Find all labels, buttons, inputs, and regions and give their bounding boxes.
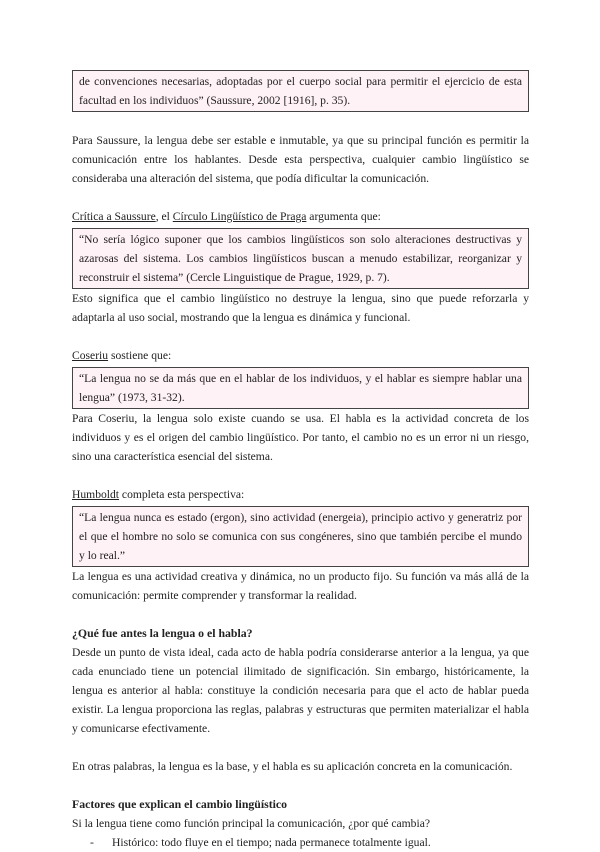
quote-praga bbox=[72, 228, 529, 289]
heading-factores: Factores que explican el cambio lingüístico bbox=[72, 797, 288, 811]
quote-humboldt bbox=[72, 506, 529, 567]
quote-saussure bbox=[72, 70, 529, 112]
paragraph-praga-intro bbox=[72, 207, 529, 226]
humboldt-intro-rest: completa esta perspectiva: bbox=[119, 488, 245, 501]
factores-list bbox=[72, 833, 529, 852]
quote-humboldt-text: “La lengua nunca es estado (ergon), sino actividad (energeia), principio activo y generatriz por el que el hombre no solo se comunica con sus congéneres, sino que también percibe el mundo y lo real.” bbox=[79, 511, 522, 562]
link-critica-saussure[interactable]: Crítica a Saussure bbox=[72, 210, 156, 223]
paragraph-coseriu: Para Coseriu, la lengua solo existe cuando se usa. El habla es la actividad concreta de los individuos y es el origen del cambio lingüístico. Por tanto, el cambio no es un error ni un riesgo, sino una característica esencial del sistema. bbox=[72, 412, 529, 463]
quote-saussure-text: de convenciones necesarias, adoptadas por el cuerpo social para permitir el ejercicio de esta facultad en los individuos” (Saussure, 2002 [1916], p. 35). bbox=[79, 75, 522, 107]
paragraph-lengua-habla: Desde un punto de vista ideal, cada acto de habla podría considerarse anterior a la lengua, ya que cada enunciado tiene un potencial ilimitado de significación. Sin embargo, históricamente, la lengua es anterior al habla: constituye la condición necesaria para que el acto de hablar pueda existir. La lengua proporciona las reglas, palabras y estructuras que permiten materializar el habla y comunicarse efectivamente. bbox=[72, 646, 529, 735]
paragraph-otras-palabras: En otras palabras, la lengua es la base, y el habla es su aplicación concreta en la comunicación. bbox=[72, 760, 513, 773]
coseriu-intro-rest: sostiene que: bbox=[108, 349, 172, 362]
link-humboldt[interactable]: Humboldt bbox=[72, 488, 120, 501]
document-page bbox=[72, 70, 529, 852]
link-circulo-praga[interactable]: Círculo Lingüístico de Praga bbox=[172, 210, 307, 223]
paragraph-humboldt-intro bbox=[72, 485, 529, 504]
dash-bullet: - bbox=[90, 836, 94, 849]
paragraph-humboldt: La lengua es una actividad creativa y dinámica, no un producto fijo. Su función va más allá de la comunicación: permite comprender y transformar la realidad. bbox=[72, 570, 529, 602]
quote-praga-text: “No sería lógico suponer que los cambios lingüísticos son solo alteraciones destructivas y azarosas del sistema. Los cambios lingüísticos buscan a menudo estabilizar, reorganizar y reconstruir el sistema” (Cercle Linguistique de Prague, 1929, p. 7). bbox=[79, 233, 522, 284]
paragraph-saussure: Para Saussure, la lengua debe ser estable e inmutable, ya que su principal función es permitir la comunicación entre los hablantes. Desde esta perspectiva, cualquier cambio lingüístico se consideraba una alteración del sistema, que podía dificultar la comunicación. bbox=[72, 134, 529, 185]
praga-intro-sep: , el bbox=[155, 210, 173, 223]
paragraph-praga: Esto significa que el cambio lingüístico no destruye la lengua, sino que puede reforzarla y adaptarla al uso social, mostrando que la lengua es dinámica y funcional. bbox=[72, 292, 529, 324]
praga-intro-rest: argumenta que: bbox=[306, 210, 381, 223]
list-item bbox=[90, 833, 529, 852]
list-item-text: Histórico: todo fluye en el tiempo; nada permanece totalmente igual. bbox=[112, 836, 431, 849]
heading-lengua-habla: ¿Qué fue antes la lengua o el habla? bbox=[72, 626, 253, 640]
link-coseriu[interactable]: Coseriu bbox=[72, 349, 109, 362]
quote-coseriu bbox=[72, 367, 529, 409]
paragraph-factores: Si la lengua tiene como función principal la comunicación, ¿por qué cambia? bbox=[72, 817, 430, 830]
quote-coseriu-text: “La lengua no se da más que en el hablar de los individuos, y el hablar es siempre hablar una lengua” (1973, 31-32). bbox=[79, 372, 522, 404]
paragraph-coseriu-intro bbox=[72, 346, 529, 365]
